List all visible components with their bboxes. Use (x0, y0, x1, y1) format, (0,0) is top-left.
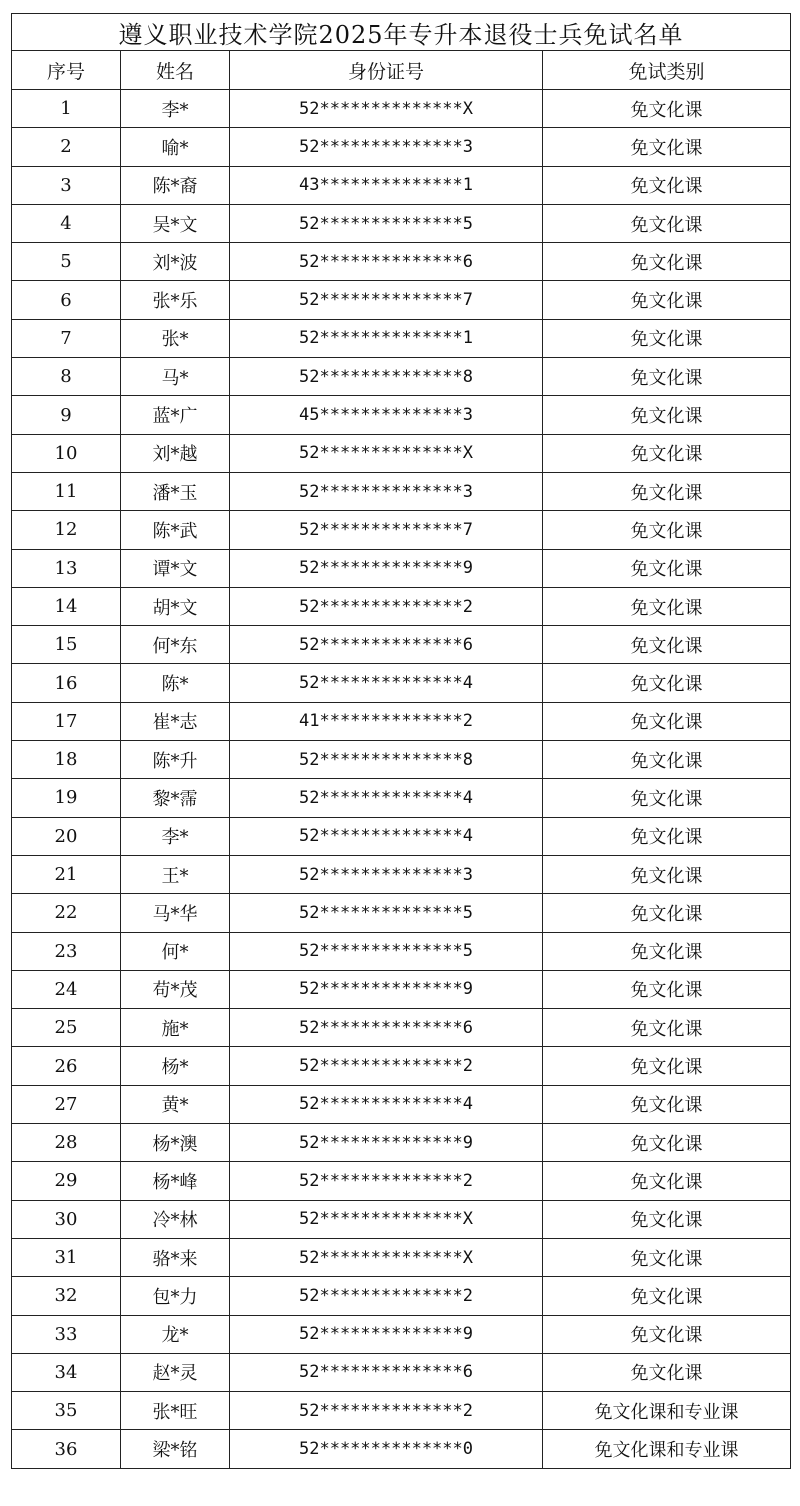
cell-name: 张* (121, 319, 230, 357)
cell-id-number: 52**************1 (230, 319, 543, 357)
cell-id-number: 41**************2 (230, 702, 543, 740)
table-row (12, 128, 791, 166)
table-row (12, 932, 791, 970)
table-row (12, 741, 791, 779)
cell-id-number: 52**************2 (230, 1392, 543, 1430)
cell-exemption-type: 免文化课 (543, 396, 791, 434)
table-row (12, 587, 791, 625)
cell-id-number: 52**************2 (230, 1047, 543, 1085)
cell-id-number: 52**************9 (230, 549, 543, 587)
header-id-number: 身份证号 (230, 51, 543, 90)
cell-seq: 25 (12, 1009, 121, 1047)
cell-seq: 24 (12, 970, 121, 1008)
cell-exemption-type: 免文化课 (543, 281, 791, 319)
cell-name: 龙* (121, 1315, 230, 1353)
cell-id-number: 52**************7 (230, 511, 543, 549)
table-row (12, 1238, 791, 1276)
cell-seq: 9 (12, 396, 121, 434)
cell-seq: 3 (12, 166, 121, 204)
cell-exemption-type: 免文化课 (543, 817, 791, 855)
table-row (12, 1009, 791, 1047)
header-name: 姓名 (121, 51, 230, 90)
cell-exemption-type: 免文化课 (543, 549, 791, 587)
cell-seq: 2 (12, 128, 121, 166)
cell-exemption-type: 免文化课 (543, 511, 791, 549)
cell-name: 杨*澳 (121, 1124, 230, 1162)
cell-id-number: 52**************X (230, 1200, 543, 1238)
cell-id-number: 43**************1 (230, 166, 543, 204)
cell-exemption-type: 免文化课 (543, 702, 791, 740)
cell-id-number: 52**************0 (230, 1430, 543, 1468)
table-row (12, 779, 791, 817)
cell-seq: 1 (12, 90, 121, 128)
table-row (12, 434, 791, 472)
cell-seq: 18 (12, 741, 121, 779)
cell-seq: 29 (12, 1162, 121, 1200)
cell-id-number: 52**************5 (230, 894, 543, 932)
table-row (12, 1392, 791, 1430)
cell-exemption-type: 免文化课 (543, 1085, 791, 1123)
cell-seq: 35 (12, 1392, 121, 1430)
cell-seq: 5 (12, 243, 121, 281)
cell-exemption-type: 免文化课 (543, 358, 791, 396)
table-row (12, 1353, 791, 1391)
cell-name: 马*华 (121, 894, 230, 932)
table-row (12, 1162, 791, 1200)
cell-exemption-type: 免文化课 (543, 1315, 791, 1353)
cell-id-number: 52**************9 (230, 1315, 543, 1353)
cell-seq: 19 (12, 779, 121, 817)
table-row (12, 319, 791, 357)
cell-name: 张*乐 (121, 281, 230, 319)
cell-exemption-type: 免文化课 (543, 779, 791, 817)
cell-seq: 20 (12, 817, 121, 855)
cell-name: 崔*志 (121, 702, 230, 740)
table-row (12, 472, 791, 510)
cell-seq: 34 (12, 1353, 121, 1391)
cell-name: 谭*文 (121, 549, 230, 587)
cell-seq: 17 (12, 702, 121, 740)
cell-exemption-type: 免文化课 (543, 932, 791, 970)
cell-name: 李* (121, 817, 230, 855)
cell-seq: 13 (12, 549, 121, 587)
table-row (12, 396, 791, 434)
table-body (12, 90, 791, 1469)
cell-exemption-type: 免文化课 (543, 1124, 791, 1162)
cell-exemption-type: 免文化课 (543, 664, 791, 702)
table-row (12, 1200, 791, 1238)
cell-exemption-type: 免文化课和专业课 (543, 1430, 791, 1468)
cell-id-number: 52**************6 (230, 243, 543, 281)
table-row (12, 702, 791, 740)
exemption-table (11, 13, 791, 1469)
table-row (12, 1315, 791, 1353)
cell-name: 杨* (121, 1047, 230, 1085)
cell-id-number: 52**************3 (230, 472, 543, 510)
cell-seq: 31 (12, 1238, 121, 1276)
cell-id-number: 52**************X (230, 434, 543, 472)
cell-name: 梁*铭 (121, 1430, 230, 1468)
cell-name: 陈*裔 (121, 166, 230, 204)
cell-id-number: 52**************4 (230, 1085, 543, 1123)
cell-name: 苟*茂 (121, 970, 230, 1008)
header-exemption-type: 免试类别 (543, 51, 791, 90)
header-row (12, 51, 791, 90)
cell-exemption-type: 免文化课 (543, 90, 791, 128)
cell-seq: 36 (12, 1430, 121, 1468)
cell-name: 黄* (121, 1085, 230, 1123)
cell-id-number: 45**************3 (230, 396, 543, 434)
cell-seq: 4 (12, 204, 121, 242)
cell-name: 何* (121, 932, 230, 970)
cell-id-number: 52**************X (230, 1238, 543, 1276)
cell-name: 杨*峰 (121, 1162, 230, 1200)
cell-name: 何*东 (121, 626, 230, 664)
cell-exemption-type: 免文化课 (543, 472, 791, 510)
cell-name: 黎*霈 (121, 779, 230, 817)
cell-name: 喻* (121, 128, 230, 166)
cell-exemption-type: 免文化课 (543, 1238, 791, 1276)
cell-exemption-type: 免文化课 (543, 319, 791, 357)
cell-name: 施* (121, 1009, 230, 1047)
cell-seq: 28 (12, 1124, 121, 1162)
cell-seq: 10 (12, 434, 121, 472)
roster-sheet (11, 13, 790, 1469)
cell-exemption-type: 免文化课 (543, 855, 791, 893)
title-row (12, 14, 791, 51)
cell-name: 刘*波 (121, 243, 230, 281)
cell-name: 王* (121, 855, 230, 893)
table-row (12, 1124, 791, 1162)
cell-exemption-type: 免文化课 (543, 1009, 791, 1047)
cell-exemption-type: 免文化课 (543, 1353, 791, 1391)
cell-exemption-type: 免文化课 (543, 1277, 791, 1315)
cell-seq: 14 (12, 587, 121, 625)
cell-exemption-type: 免文化课 (543, 587, 791, 625)
cell-name: 包*力 (121, 1277, 230, 1315)
cell-name: 陈*武 (121, 511, 230, 549)
cell-id-number: 52**************8 (230, 358, 543, 396)
cell-exemption-type: 免文化课 (543, 1200, 791, 1238)
cell-name: 冷*林 (121, 1200, 230, 1238)
cell-id-number: 52**************6 (230, 626, 543, 664)
table-row (12, 1430, 791, 1468)
cell-id-number: 52**************6 (230, 1353, 543, 1391)
cell-id-number: 52**************3 (230, 128, 543, 166)
cell-name: 刘*越 (121, 434, 230, 472)
cell-id-number: 52**************8 (230, 741, 543, 779)
cell-seq: 12 (12, 511, 121, 549)
table-row (12, 358, 791, 396)
table-row (12, 90, 791, 128)
cell-name: 陈*升 (121, 741, 230, 779)
table-row (12, 664, 791, 702)
table-row (12, 1047, 791, 1085)
cell-seq: 30 (12, 1200, 121, 1238)
table-row (12, 894, 791, 932)
cell-id-number: 52**************3 (230, 855, 543, 893)
cell-seq: 27 (12, 1085, 121, 1123)
cell-id-number: 52**************6 (230, 1009, 543, 1047)
cell-exemption-type: 免文化课 (543, 243, 791, 281)
cell-id-number: 52**************2 (230, 1277, 543, 1315)
cell-seq: 8 (12, 358, 121, 396)
cell-exemption-type: 免文化课 (543, 1162, 791, 1200)
table-row (12, 626, 791, 664)
table-title: 遵义职业技术学院2025年专升本退役士兵免试名单 (12, 14, 791, 51)
table-row (12, 1085, 791, 1123)
table-row (12, 511, 791, 549)
cell-seq: 26 (12, 1047, 121, 1085)
cell-seq: 16 (12, 664, 121, 702)
cell-name: 陈* (121, 664, 230, 702)
cell-name: 骆*来 (121, 1238, 230, 1276)
table-row (12, 549, 791, 587)
header-seq: 序号 (12, 51, 121, 90)
cell-exemption-type: 免文化课 (543, 894, 791, 932)
cell-seq: 7 (12, 319, 121, 357)
cell-exemption-type: 免文化课 (543, 204, 791, 242)
cell-exemption-type: 免文化课 (543, 166, 791, 204)
table-row (12, 243, 791, 281)
cell-seq: 23 (12, 932, 121, 970)
table-row (12, 166, 791, 204)
cell-name: 胡*文 (121, 587, 230, 625)
cell-exemption-type: 免文化课 (543, 970, 791, 1008)
cell-exemption-type: 免文化课 (543, 741, 791, 779)
cell-id-number: 52**************4 (230, 664, 543, 702)
cell-name: 张*旺 (121, 1392, 230, 1430)
table-row (12, 817, 791, 855)
cell-name: 蓝*广 (121, 396, 230, 434)
table-row (12, 204, 791, 242)
cell-exemption-type: 免文化课 (543, 626, 791, 664)
cell-id-number: 52**************2 (230, 587, 543, 625)
cell-exemption-type: 免文化课和专业课 (543, 1392, 791, 1430)
cell-exemption-type: 免文化课 (543, 434, 791, 472)
cell-seq: 21 (12, 855, 121, 893)
table-row (12, 1277, 791, 1315)
cell-id-number: 52**************X (230, 90, 543, 128)
cell-seq: 6 (12, 281, 121, 319)
cell-seq: 32 (12, 1277, 121, 1315)
cell-seq: 15 (12, 626, 121, 664)
table-row (12, 281, 791, 319)
cell-id-number: 52**************4 (230, 779, 543, 817)
cell-exemption-type: 免文化课 (543, 128, 791, 166)
cell-seq: 33 (12, 1315, 121, 1353)
cell-exemption-type: 免文化课 (543, 1047, 791, 1085)
cell-name: 李* (121, 90, 230, 128)
cell-id-number: 52**************9 (230, 1124, 543, 1162)
cell-id-number: 52**************7 (230, 281, 543, 319)
cell-id-number: 52**************9 (230, 970, 543, 1008)
cell-id-number: 52**************5 (230, 932, 543, 970)
cell-name: 赵*灵 (121, 1353, 230, 1391)
cell-name: 潘*玉 (121, 472, 230, 510)
cell-name: 吴*文 (121, 204, 230, 242)
cell-seq: 11 (12, 472, 121, 510)
cell-id-number: 52**************2 (230, 1162, 543, 1200)
cell-seq: 22 (12, 894, 121, 932)
table-row (12, 855, 791, 893)
cell-name: 马* (121, 358, 230, 396)
cell-id-number: 52**************4 (230, 817, 543, 855)
cell-id-number: 52**************5 (230, 204, 543, 242)
table-row (12, 970, 791, 1008)
